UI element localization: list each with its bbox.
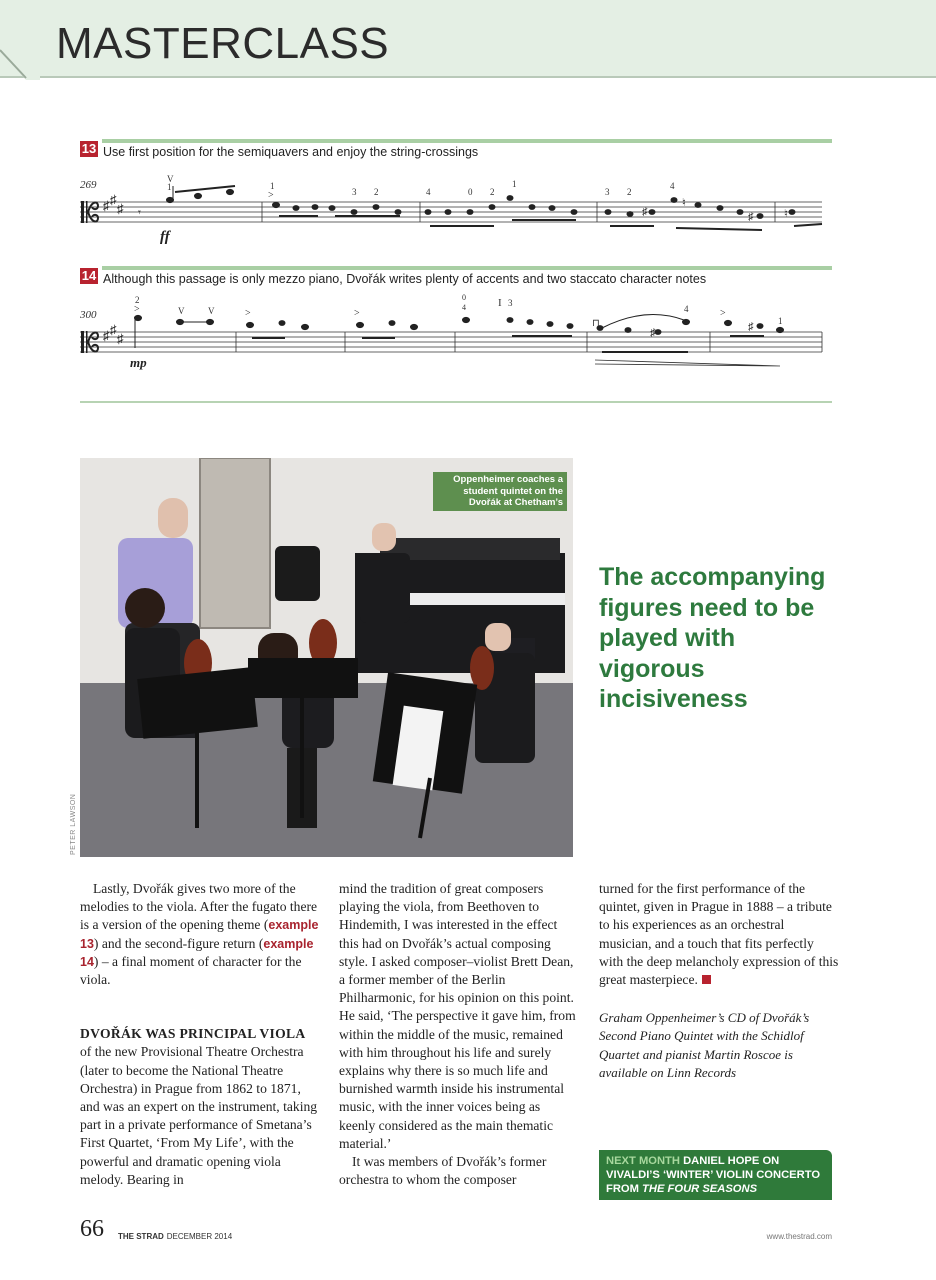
svg-text:3: 3: [352, 187, 357, 197]
svg-text:1: 1: [167, 182, 172, 192]
photo-caption: Oppenheimer coaches a student quintet on the Dvořák at Chetham’s: [433, 472, 567, 511]
example-14-number: 14: [81, 268, 97, 283]
article-paragraph: It was members of Dvořák’s former orchestra to whom the composer: [339, 1154, 547, 1188]
svg-text:V: V: [178, 306, 185, 316]
svg-text:♮: ♮: [784, 208, 788, 220]
svg-text:1: 1: [270, 181, 275, 191]
example-13-rule: [102, 139, 832, 143]
example-13-score: [80, 170, 825, 250]
svg-text:♯: ♯: [748, 321, 754, 333]
example-14-score: [80, 290, 825, 375]
svg-text:♯: ♯: [110, 192, 117, 207]
svg-text:3: 3: [605, 187, 610, 197]
quintet-photo: [80, 458, 573, 857]
article-paragraph: Lastly, Dvořák gives two more of the melodies to the viola. After the fugato there is a version of the opening theme (example 13) and the second-figure return (example 14) – a final moment of character for the viola.: [80, 881, 319, 988]
svg-text:♯: ♯: [642, 206, 648, 218]
example-13-bar-number: 269: [80, 179, 97, 191]
example-13-number: 13: [81, 141, 97, 156]
svg-text:>: >: [245, 308, 251, 319]
header-corner-notch: [0, 0, 40, 80]
svg-text:4: 4: [684, 304, 689, 314]
article-paragraph: mind the tradition of great composers playing the viola, from Beethoven to Hindemith, I was interested in the effect this had on Dvořák’s actual composing style. I asked composer–violist Brett Dean, a former member of the Berlin Philharmonic, for his opinion on this point. He said, ‘The perspective it gave him, from within the middle of the music, remained with him throughout his life and surely explains why there is so much life and burnished warmth inside his instrumental music, with the inner voices being as keenly considered as the main thematic material.’: [339, 881, 576, 1151]
svg-text:2: 2: [490, 187, 495, 197]
page-number: 66: [80, 1216, 104, 1242]
pull-quote: The accompanying figures need to be played with vigorous incisiveness: [599, 563, 826, 713]
next-month-box: [599, 1150, 832, 1200]
svg-text:♯: ♯: [650, 327, 656, 339]
svg-text:♯: ♯: [103, 198, 110, 213]
section-title: MASTERCLASS: [56, 19, 390, 68]
article-column-1: [80, 880, 320, 1189]
svg-text:♯: ♯: [117, 331, 124, 346]
svg-text:♯: ♯: [748, 211, 754, 223]
svg-text:4: 4: [426, 187, 431, 197]
svg-text:♯: ♯: [103, 328, 110, 343]
article-paragraph: turned for the first performance of the quintet, given in Prague in 1888 – a tribute to his experiences as an orchestral musician, and a touch that fits perfectly with the deep melancholy expression of this great masterpiece.: [599, 881, 839, 988]
photo-credit: PETER LAWSON: [70, 793, 77, 855]
end-mark-icon: [702, 975, 711, 984]
footer-url: www.thestrad.com: [766, 1232, 832, 1241]
example-14-dynamic: mp: [130, 355, 147, 370]
svg-text:>: >: [354, 308, 360, 319]
svg-text:2: 2: [627, 187, 632, 197]
footer-magazine: THE STRAD DECEMBER 2014: [118, 1232, 233, 1241]
svg-text:>: >: [134, 304, 140, 315]
svg-text:I: I: [498, 297, 502, 309]
example-13-reference: example 13: [80, 918, 319, 951]
svg-text:V: V: [167, 174, 174, 184]
example-13-caption: Use first position for the semiquavers and enjoy the string-crossings: [103, 145, 479, 159]
svg-text:2: 2: [135, 295, 140, 305]
author-bio: Graham Oppenheimer’s CD of Dvořák’s Second Piano Quintet with the Schidlof Quartet and pianist Martin Roscoe is available on Linn Records: [599, 1010, 810, 1080]
svg-text:1: 1: [512, 179, 517, 189]
svg-text:V: V: [208, 306, 215, 316]
section-divider: [80, 401, 832, 403]
example-14-bar-number: 300: [80, 309, 97, 321]
svg-text:𝄾: 𝄾: [138, 207, 141, 219]
svg-text:♮: ♮: [682, 197, 686, 209]
svg-text:3: 3: [508, 298, 513, 308]
article-column-3: [599, 880, 839, 1082]
svg-text:⊓: ⊓: [592, 318, 600, 329]
svg-text:>: >: [720, 308, 726, 319]
article-paragraph: DVOŘÁK WAS PRINCIPAL VIOLA of the new Provisional Theatre Orchestra (later to become the National Theatre Orchestra) in Prague from 1862 to 1871, and was an expert on the instrument, taking part in a private performance of Smetana’s First Quartet, ‘From My Life’, with the powerful and dramatic opening viola melody. Bearing in: [80, 1026, 318, 1187]
svg-text:0: 0: [468, 187, 473, 197]
svg-text:♯: ♯: [110, 322, 117, 337]
svg-text:♯: ♯: [117, 201, 124, 216]
next-month-text: DANIEL HOPE ON VIVALDI’S ‘WINTER’ VIOLIN CONCERTO FROM: [606, 1155, 821, 1195]
next-month-label: NEXT MONTH: [606, 1155, 680, 1167]
article-column-2: [339, 880, 579, 1189]
next-month-title: THE FOUR SEASONS: [642, 1182, 758, 1195]
svg-text:1: 1: [778, 316, 783, 326]
svg-text:0: 0: [462, 293, 466, 302]
paragraph-lead-in: DVOŘÁK WAS PRINCIPAL VIOLA: [80, 1026, 306, 1042]
example-14-caption: Although this passage is only mezzo piano, Dvořák writes plenty of accents and two staccato character notes: [103, 272, 707, 286]
example-14-reference: example 14: [80, 936, 314, 969]
svg-text:2: 2: [374, 187, 379, 197]
svg-text:4: 4: [462, 303, 466, 312]
example-14-rule: [102, 266, 832, 270]
example-13-dynamic: ff: [160, 229, 170, 245]
svg-text:>: >: [268, 190, 274, 201]
svg-text:4: 4: [670, 181, 675, 191]
